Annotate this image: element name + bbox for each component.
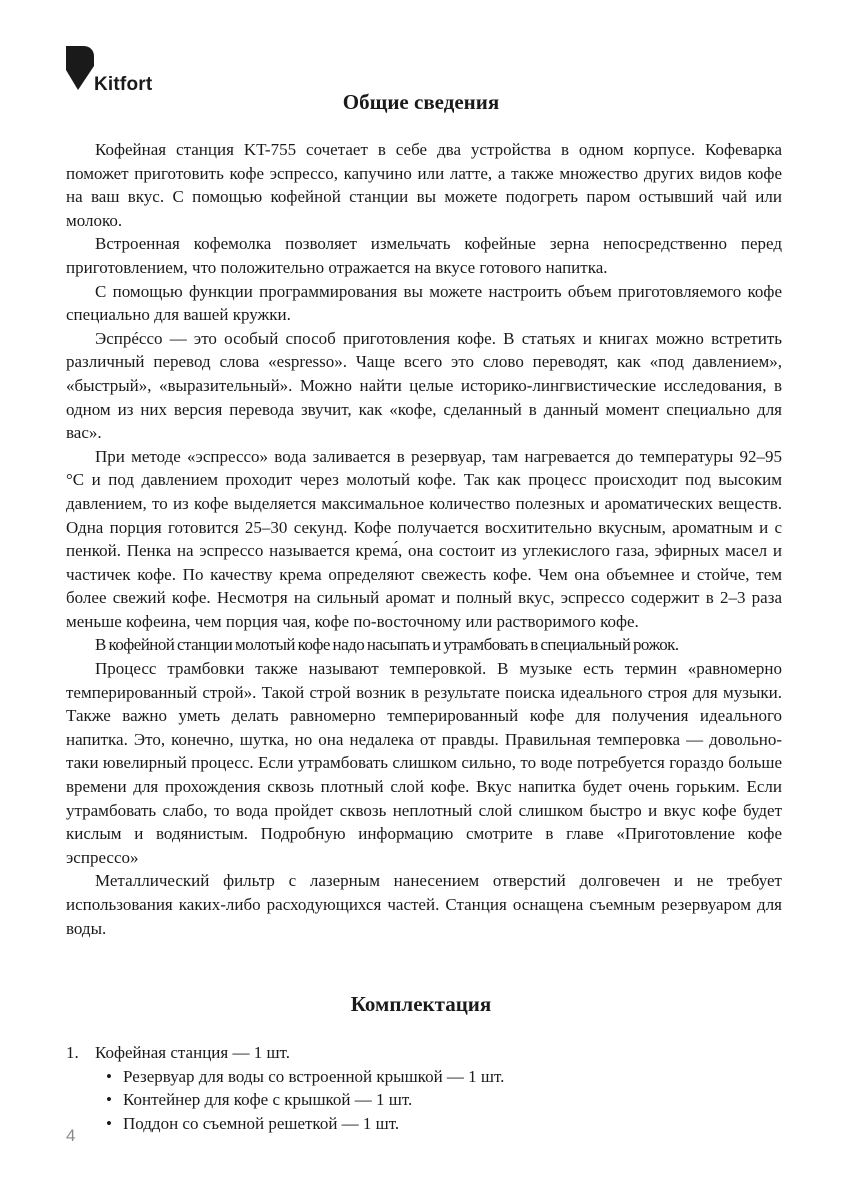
- kitfort-logo-icon: [64, 44, 96, 92]
- paragraph: Металлический фильтр с лазерным нанесением отверстий долговечен и не требует использования каких-либо расходующихся частей. Станция оснащена съемным резервуаром для воды.: [66, 871, 782, 938]
- bullet-icon: •: [106, 1066, 112, 1086]
- list-number: 1.: [66, 1043, 79, 1062]
- paragraph: Кофейная станция KT-755 сочетает в себе два устройства в одном корпусе. Кофеварка поможет приготовить кофе эспрессо, капучино или латте, а также множество других видов кофе на ваш вкус. С помощью кофейной станции вы можете подогреть паром остывший чай или молоко.: [66, 140, 782, 230]
- paragraph: Процесс трамбовки также называют темперовкой. В музыке есть термин «равномерно темперированный строй». Такой строй возник в результате поиска идеального строя для музыки. Также важно уметь делать равномерно темперированный кофе для получения идеального напитка. Это, конечно, шутка, но она недалека от правды. Правильная темперовка — довольно-таки ювелирный процесс. Если утрамбовать слишком сильно, то воде потребуется гораздо больше времени для прохождения сквозь плотный слой кофе. Вкус напитка будет очень горьким. Если утрамбовать слабо, то вода пройдет сквозь неплотный слой слишком быстро и вкус кофе будет кислым и водянистым. Подробную информацию смотрите в главе «Приготовление кофе эспрессо»: [66, 659, 782, 867]
- paragraph: Встроенная кофемолка позволяет измельчать кофейные зерна непосредственно перед приготовлением, что положительно отражается на вкусе готового напитка.: [66, 234, 782, 277]
- section-title-contents: Комплектация: [350, 992, 492, 1016]
- logo-text: Kitfort: [94, 74, 153, 95]
- sub-list-item: [95, 1088, 782, 1112]
- sub-list: [66, 1065, 782, 1136]
- sub-list-item-text: Поддон со съемной решеткой — 1 шт.: [123, 1113, 400, 1133]
- sub-list-item-text: Контейнер для кофе с крышкой — 1 шт.: [123, 1090, 413, 1110]
- package-contents-list: [66, 1041, 782, 1135]
- sub-list-item: [95, 1065, 782, 1089]
- sub-list-item-text: Резервуар для воды со встроенной крышкой — 1 шт.: [123, 1066, 505, 1086]
- section-title-general: Общие сведения: [342, 90, 500, 114]
- bullet-icon: •: [106, 1113, 112, 1133]
- paragraph: В кофейной станции молотый кофе надо насыпать и утрамбовать в специальный рожок.: [95, 635, 679, 655]
- general-info-text: [66, 138, 782, 940]
- paragraph: Эспрéссо — это особый способ приготовления кофе. В статьях и книгах можно встретить различный перевод слова «espresso». Чаще всего это слово переводят, как «под давлением», «быстрый», «выразительный». Можно найти целые историко-лингвистические исследования, в одном из них версия перевода звучит, как «кофе, сделанный в данный момент специально для вас».: [66, 328, 782, 443]
- sub-list-item: [95, 1112, 782, 1136]
- list-item: [66, 1041, 782, 1065]
- bullet-icon: •: [106, 1090, 112, 1110]
- paragraph: С помощью функции программирования вы можете настроить объем приготовляемого кофе специально для вашей кружки.: [66, 281, 782, 325]
- page-number: 4: [66, 1126, 76, 1145]
- paragraph: При методе «эспрессо» вода заливается в резервуар, там нагревается до температуры 92–95 °С и под давлением проходит через молотый кофе. Так как процесс происходит под высоким давлением, то из кофе выделяется максимальное количество полезных и ароматических веществ. Одна порция готовится 25–30 секунд. Кофе получается восхитительно вкусным, ароматным и с пенкой. Пенка на эспрессо называется крема́, она состоит из углекислого газа, эфирных масел и частичек кофе. По качеству крема определяют свежесть кофе. Чем она объемнее и стойче, тем более свежий кофе. Несмотря на сильный аромат и полный вкус, эспрессо содержит в 2–3 раза меньше кофеина, чем порция чая, кофе по-восточному или растворимого кофе.: [66, 446, 782, 631]
- list-item-text: Кофейная станция — 1 шт.: [95, 1043, 290, 1062]
